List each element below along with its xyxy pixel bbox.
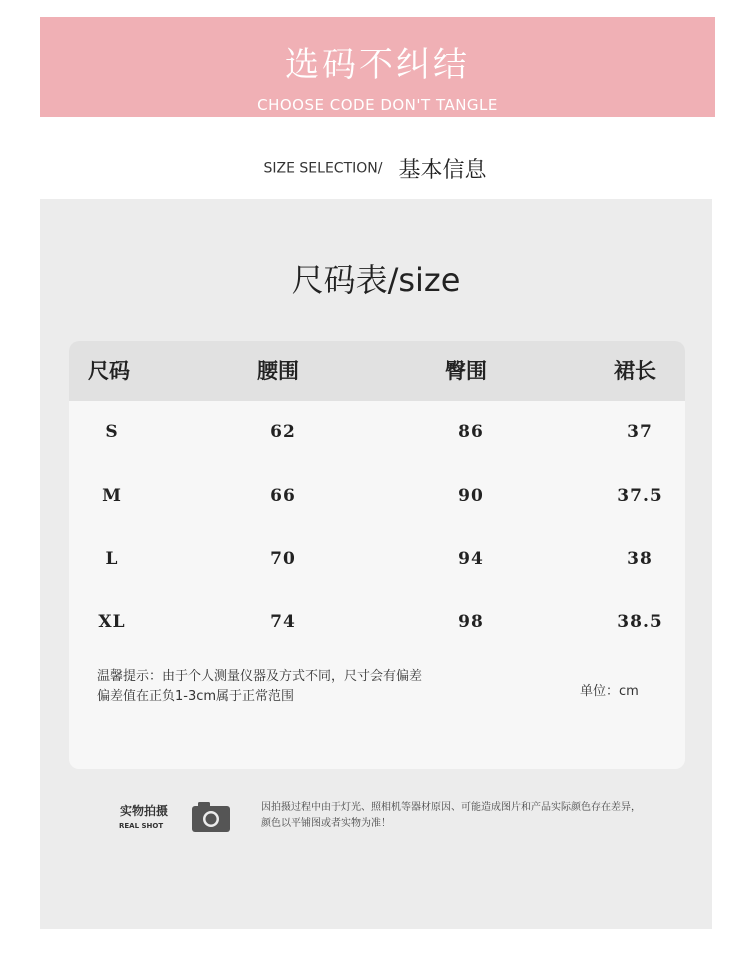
cell-waist: 74 xyxy=(270,612,296,632)
cell-hip: 86 xyxy=(458,422,484,442)
note-line: 温馨提示：由于个人测量仪器及方式不同，尺寸会有偏差 xyxy=(97,669,423,684)
header-waist: 腰围 xyxy=(257,359,299,383)
table-row xyxy=(69,417,685,447)
real-shot-en-label: REAL SHOT xyxy=(119,822,164,830)
size-table-header xyxy=(69,341,685,401)
camera-icon xyxy=(191,800,231,834)
table-row xyxy=(69,607,685,637)
cell-length: 38 xyxy=(627,549,653,569)
section-en-label: SIZE SELECTION/ xyxy=(263,160,383,177)
size-panel xyxy=(40,199,712,929)
cell-hip: 94 xyxy=(458,549,484,569)
disclaimer-line: 颜色以平铺图或者实物为准！ xyxy=(261,818,391,829)
cell-size: S xyxy=(105,422,119,442)
cell-hip: 90 xyxy=(458,486,484,506)
cell-size: L xyxy=(105,549,119,569)
cell-length: 37.5 xyxy=(617,486,663,506)
cell-hip: 98 xyxy=(458,612,484,632)
cell-waist: 70 xyxy=(270,549,296,569)
cell-length: 37 xyxy=(627,422,653,442)
color-disclaimer xyxy=(261,800,641,832)
header-size: 尺码 xyxy=(88,359,130,383)
section-cn-label: 基本信息 xyxy=(398,158,487,183)
unit-label: 单位：cm xyxy=(580,684,639,699)
cell-size: XL xyxy=(98,612,126,632)
real-shot-label: 实物拍摄 xyxy=(120,804,169,818)
size-table-card xyxy=(69,341,685,769)
cell-waist: 66 xyxy=(270,486,296,506)
measurement-note xyxy=(97,667,422,707)
banner-title: 选码不纠结 xyxy=(285,45,470,85)
header-length: 裙长 xyxy=(614,359,656,383)
banner-subtitle: CHOOSE CODE DON'T TANGLE xyxy=(257,96,498,114)
table-row xyxy=(69,481,685,511)
cell-size: M xyxy=(102,486,122,506)
section-heading xyxy=(0,153,750,184)
header-banner xyxy=(40,17,715,117)
cell-length: 38.5 xyxy=(617,612,663,632)
table-row xyxy=(69,544,685,574)
size-table-title: 尺码表/size xyxy=(291,261,461,299)
disclaimer-line: 因拍摄过程中由于灯光、照相机等器材原因、可能造成图片和产品实际颜色存在差异， xyxy=(261,802,641,813)
cell-waist: 62 xyxy=(270,422,296,442)
header-hip: 臀围 xyxy=(445,359,487,383)
note-line: 偏差值在正负1-3cm属于正常范围 xyxy=(97,689,295,704)
